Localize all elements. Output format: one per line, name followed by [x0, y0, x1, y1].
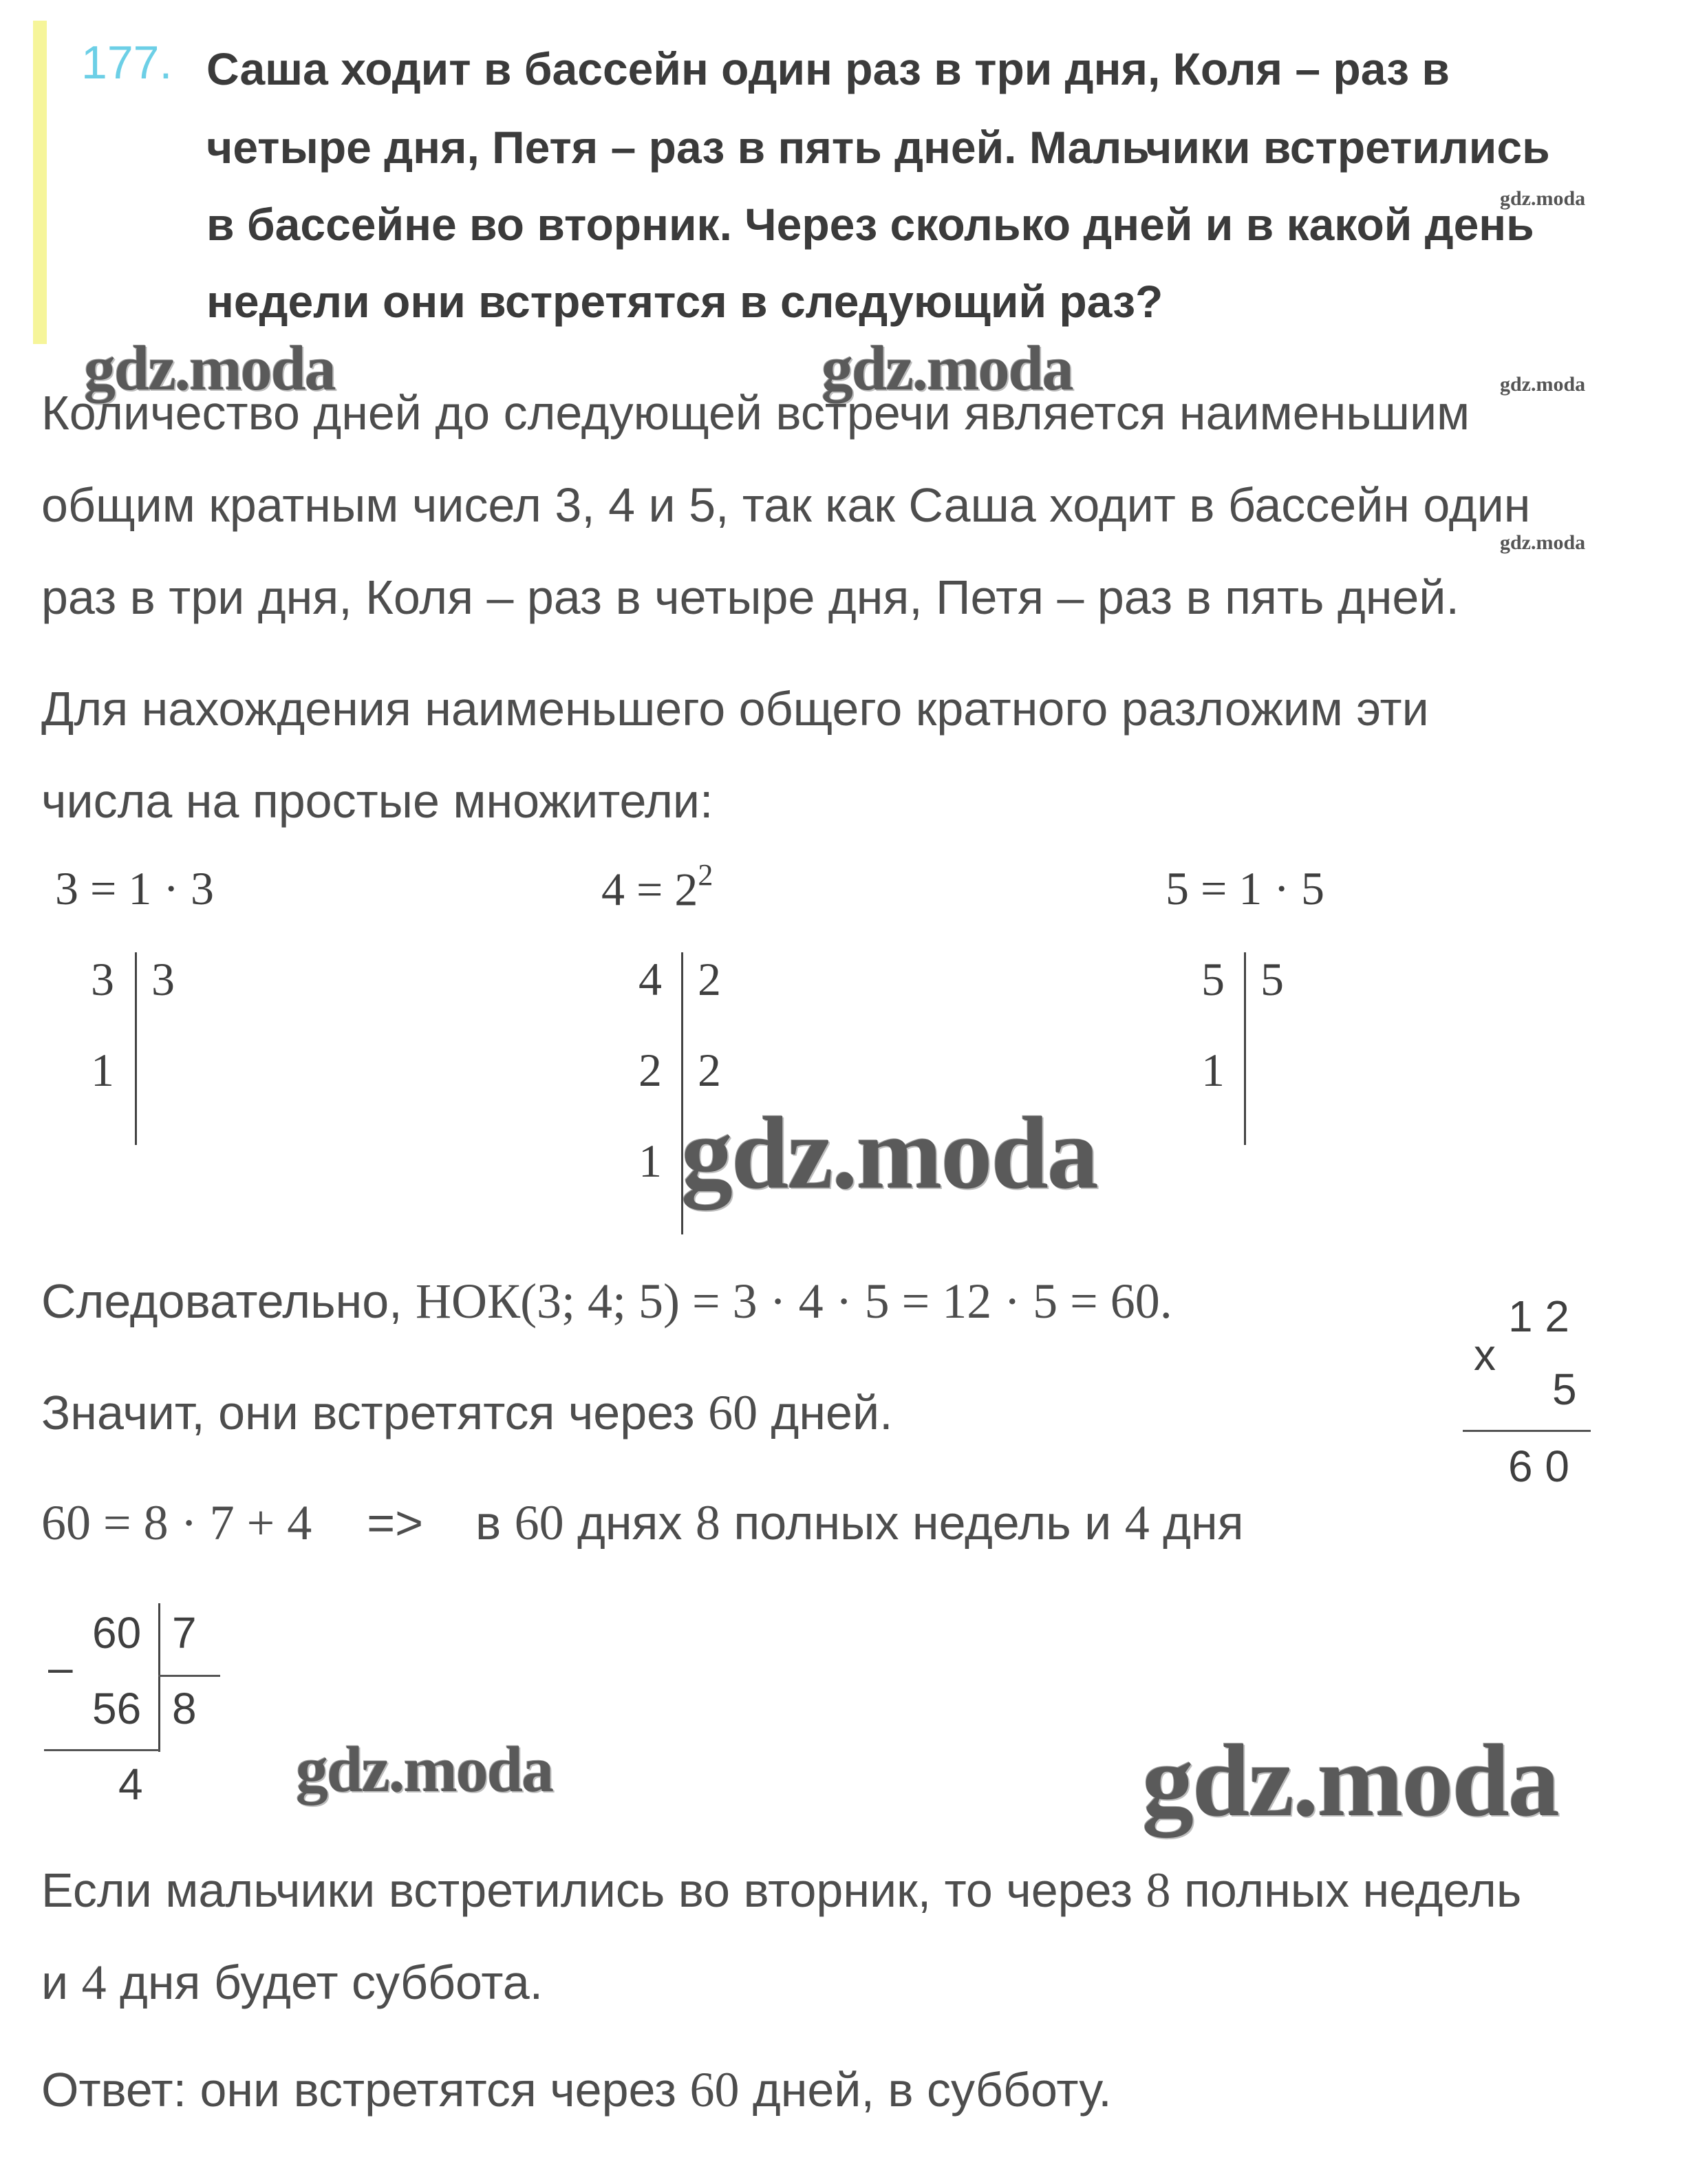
factor-right: 3: [151, 953, 175, 1005]
factor-divider: [1244, 952, 1246, 1145]
division-remainder: 4: [118, 1759, 143, 1809]
division-quotient: 8: [172, 1684, 197, 1733]
intro-line-1: Количество дней до следующей встречи является наименьшим: [41, 386, 1470, 440]
watermark-small: gdz.moda: [1500, 187, 1586, 210]
watermark: gdz.moda: [84, 333, 335, 403]
multiplication-top: 1 2: [1508, 1292, 1569, 1341]
lcm-expression: НОК(3; 4; 5) = 3 · 4 · 5 = 12 · 5 = 60.: [416, 1274, 1172, 1329]
weeks-line: 60 = 8 · 7 + 4 => в 60 днях 8 полных недель и 4 дня: [41, 1495, 1244, 1550]
division-vertical-line: [158, 1603, 160, 1752]
multiplication-bottom: 5: [1552, 1364, 1577, 1414]
weeks-expression: 60 = 8 · 7 + 4: [41, 1495, 312, 1550]
watermark-small: gdz.moda: [1500, 531, 1586, 554]
implies-arrow: =>: [367, 1496, 423, 1550]
watermark: gdz.moda: [681, 1096, 1097, 1210]
task-line-3: в бассейне во вторник. Через сколько дней и в какой день: [206, 199, 1534, 250]
division-subtrahend: 56: [92, 1684, 142, 1733]
division-dividend: 60: [92, 1608, 142, 1658]
intro-line-3: раз в три дня, Коля – раз в четыре дня, Петя – раз в пять дней.: [41, 570, 1459, 624]
watermark: gdz.moda: [296, 1734, 553, 1806]
factor-right: 2: [698, 953, 721, 1005]
division-result-line: [44, 1749, 160, 1751]
task-highlight-bar: [33, 21, 47, 344]
factor-left: 1: [1201, 1044, 1225, 1096]
meet-line: Значит, они встретятся через 60 дней.: [41, 1385, 893, 1440]
factorization-equation-4: $4 = 2^2$: [601, 858, 713, 916]
factor-left: 2: [638, 1044, 662, 1096]
intro-line-2: общим кратным чисел 3, 4 и 5, так как Саша ходит в бассейн один: [41, 478, 1531, 532]
factor-left: 1: [91, 1044, 114, 1096]
factor-left: 5: [1201, 953, 1225, 1005]
factor-left: 1: [638, 1135, 662, 1187]
method-line-1: Для нахождения наименьшего общего кратного разложим эти: [41, 682, 1429, 736]
task-number: 177.: [81, 36, 173, 89]
factor-divider: [135, 952, 137, 1145]
multiplication-result: 6 0: [1508, 1442, 1569, 1491]
answer-line: Ответ: они встретятся через 60 дней, в субботу.: [41, 2062, 1112, 2117]
task-line-2: четыре дня, Петя – раз в пять дней. Мальчики встретились: [206, 122, 1550, 173]
multiplication-line: [1463, 1430, 1591, 1432]
factor-left: 3: [91, 953, 114, 1005]
watermark: gdz.moda: [1142, 1724, 1558, 1838]
multiplication-sign: x: [1474, 1330, 1496, 1380]
division-divisor: 7: [172, 1608, 197, 1658]
division-minus: –: [48, 1642, 73, 1692]
watermark-small: gdz.moda: [1500, 373, 1586, 396]
task-line-1: Саша ходит в бассейн один раз в три дня, Коля – раз в: [206, 43, 1450, 94]
factorization-equation-5: 5 = 1 · 5: [1166, 862, 1324, 914]
conclusion-line-2: и 4 дня будет суббота.: [41, 1955, 544, 2010]
method-line-2: числа на простые множители:: [41, 774, 713, 828]
exponent: 2: [698, 858, 713, 892]
factor-left: 4: [638, 953, 662, 1005]
factor-right: 2: [698, 1044, 721, 1096]
division-divisor-line: [158, 1675, 220, 1677]
task-line-4: недели они встретятся в следующий раз?: [206, 276, 1163, 327]
lcm-line: Следовательно, НОК(3; 4; 5) = 3 · 4 · 5 = 12 · 5 = 60.: [41, 1274, 1172, 1329]
watermark: gdz.moda: [822, 333, 1073, 403]
factorization-equation-3: 3 = 1 · 3: [55, 862, 214, 914]
conclusion-line-1: Если мальчики встретились во вторник, то через 8 полных недель: [41, 1863, 1522, 1918]
factor-right: 5: [1260, 953, 1284, 1005]
